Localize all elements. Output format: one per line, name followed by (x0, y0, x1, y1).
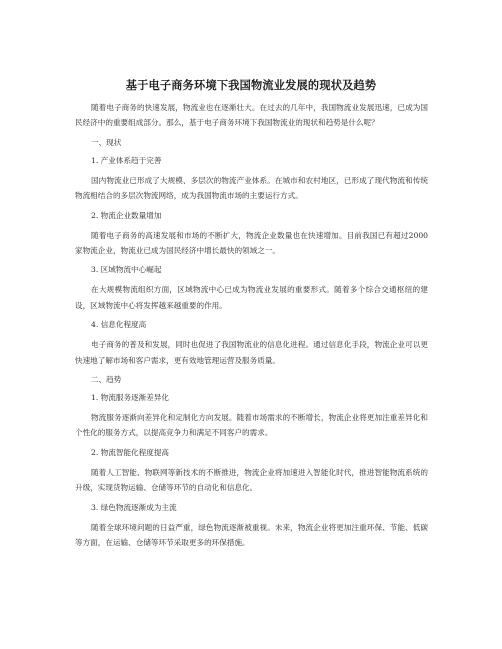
section-heading: 4. 信息化程度高 (91, 320, 147, 330)
section-heading: 1. 产业体系趋于完善 (91, 155, 162, 165)
section-heading: 2. 物流智能化程度提高 (91, 447, 170, 457)
section-heading: 二、趋势 (91, 375, 122, 385)
body-paragraph: 随着电子商务的高速发展和市场的不断扩大，物流企业数量也在快速增加。目前我国已有超过2000家物流企业，物流业已成为国民经济中增长最快的领域之一。 (75, 230, 428, 256)
body-paragraph: 随着人工智能、物联网等新技术的不断推进，物流企业将加速进入智能化时代，推进智能物流系统的升级，实现货物运输、仓储等环节的自动化和信息化。 (75, 467, 428, 493)
body-paragraph: 随着电子商务的快速发展，物流业也在逐渐壮大。在过去的几年中，我国物流业发展迅速，已成为国民经济中的重要组成部分。那么，基于电子商务环境下我国物流业的现状和趋势是什么呢？ (75, 103, 428, 128)
section-heading: 2. 物流企业数量增加 (91, 210, 162, 220)
body-paragraph: 在大规模物流组织方面，区域物流中心已成为物流业发展的重要形式。随着多个综合交通枢纽的建设，区域物流中心将发挥越来越重要的作用。 (75, 285, 428, 310)
section-heading: 3. 区域物流中心崛起 (91, 265, 162, 275)
body-paragraph: 国内物流业已形成了大规模、多层次的物流产业体系。在城市和农村地区，已形成了现代物流和传统物流相结合的多层次物流网络，成为我国物流市场的主要运行方式。 (75, 175, 428, 201)
body-paragraph: 物流服务逐渐向差异化和定制化方向发展。随着市场需求的不断增长，物流企业将更加注重差异化和个性化的服务方式，以提高竞争力和满足不同客户的需求。 (75, 413, 428, 438)
section-heading: 3. 绿色物流逐渐成为主流 (91, 502, 177, 512)
body-paragraph: 随着全球环境问题的日益严重，绿色物流逐渐被重视。未来，物流企业将更加注重环保、节能、低碳等方面，在运输、仓储等环节采取更多的环保措施。 (75, 522, 428, 548)
body-paragraph: 电子商务的普及和发展，同时也促进了我国物流业的信息化进程。通过信息化手段，物流企业可以更快速地了解市场和客户需求，更有效地管理运营及服务质量。 (75, 340, 428, 365)
section-heading: 1. 物流服务逐渐差异化 (91, 393, 170, 403)
document-title: 基于电子商务环境下我国物流业发展的现状及趋势 (125, 79, 377, 92)
section-heading: 一、现状 (91, 137, 122, 147)
document-body (75, 100, 428, 557)
